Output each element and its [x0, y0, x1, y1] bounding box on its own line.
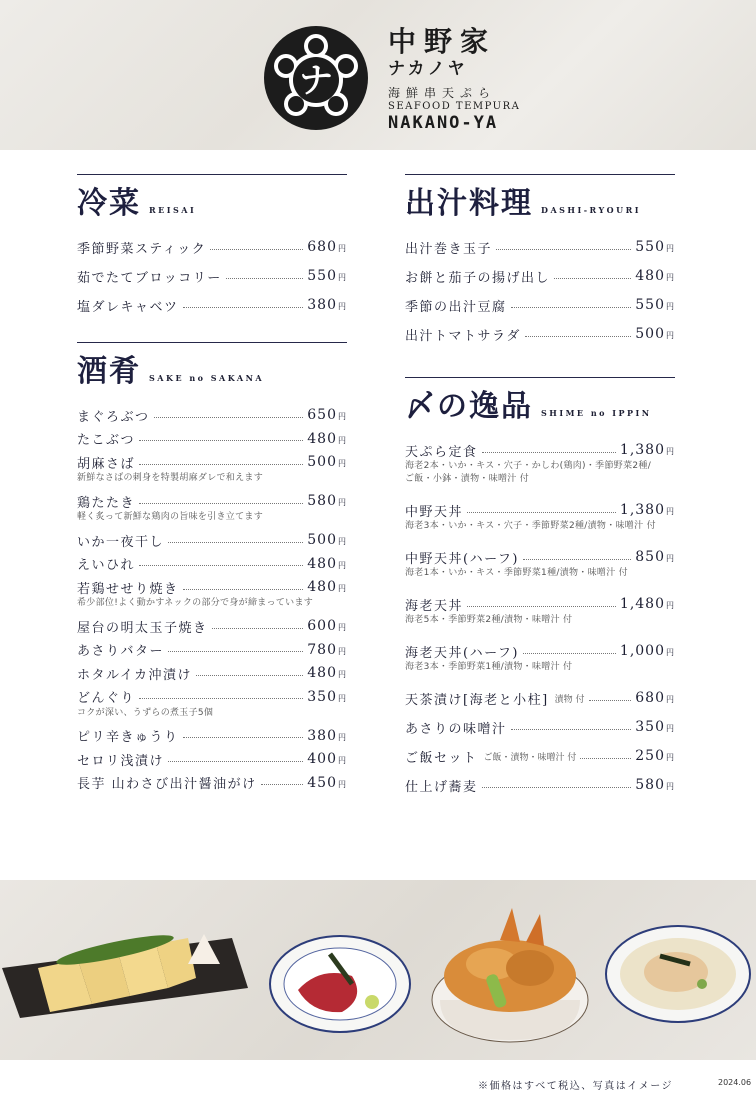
dot-leader — [589, 700, 632, 701]
yen-unit: 円 — [338, 670, 347, 679]
menu-item-price — [307, 431, 347, 447]
menu-item-row — [77, 726, 347, 746]
dot-leader — [511, 729, 632, 730]
menu-item-price — [635, 690, 675, 706]
dot-leader — [511, 307, 632, 308]
menu-item-description: 新鮮なさばの刺身を特製胡麻ダレで和えます — [77, 473, 264, 483]
dot-leader — [154, 417, 304, 418]
price-value: 450 — [307, 774, 337, 791]
menu-item-price — [635, 239, 675, 255]
menu-item-name: 塩ダレキャベツ — [77, 299, 179, 315]
menu-body — [0, 150, 756, 880]
dot-leader — [554, 278, 631, 279]
yen-unit: 円 — [338, 244, 347, 253]
menu-item-name: 出汁トマトサラダ — [405, 328, 521, 344]
menu-item-row — [405, 547, 675, 567]
menu-item-description: 希少部位!よく動かすネックの部分で身が締まっています — [77, 598, 314, 608]
menu-item-price — [307, 556, 347, 572]
menu-item-price — [307, 642, 347, 658]
dot-leader — [525, 336, 631, 337]
yen-unit: 円 — [338, 435, 347, 445]
price-value: 500 — [307, 532, 337, 548]
yen-unit: 円 — [338, 412, 347, 421]
price-value: 650 — [307, 407, 337, 423]
menu-item — [405, 295, 675, 315]
menu-item-description: 軽く炙って新鮮な鶏肉の旨味を引き立てます — [77, 512, 264, 522]
menu-item-row — [405, 775, 675, 795]
menu-item — [405, 775, 675, 795]
menu-item-price — [307, 239, 347, 255]
menu-item-row — [77, 491, 347, 511]
dot-leader — [523, 559, 631, 560]
yen-unit: 円 — [666, 244, 675, 253]
price-value: 480 — [307, 579, 337, 595]
menu-item-price — [307, 532, 347, 548]
yen-unit: 円 — [338, 273, 347, 282]
price-value: 1,380 — [619, 442, 665, 458]
menu-item-price — [620, 596, 675, 612]
price-value: 380 — [307, 297, 337, 313]
price-value: 480 — [307, 665, 337, 681]
price-value: 400 — [307, 751, 337, 767]
menu-item-price — [307, 454, 347, 470]
yen-unit: 円 — [338, 732, 347, 742]
menu-item-row — [77, 405, 347, 425]
section-title: 〆の逸品 — [405, 389, 533, 424]
menu-item-name: あさりの味噌汁 — [405, 721, 507, 737]
yen-unit: 円 — [338, 756, 347, 765]
price-value: 350 — [635, 719, 665, 735]
section-header-reisai — [77, 185, 347, 223]
price-value: 380 — [307, 727, 337, 744]
menu-date: 2024.06 — [718, 1078, 752, 1087]
logo-character: ナ — [299, 61, 333, 101]
menu-item-name: たこぶつ — [77, 433, 136, 448]
dot-leader — [139, 464, 303, 465]
menu-item-price — [307, 751, 347, 767]
menu-item — [405, 641, 675, 674]
menu-item-price — [635, 326, 675, 342]
yen-unit: 円 — [338, 693, 347, 703]
menu-item-row — [77, 429, 347, 449]
menu-item — [77, 726, 347, 746]
section-divider — [77, 174, 347, 175]
dot-leader — [210, 249, 303, 250]
section-title: 出汁料理 — [405, 186, 533, 221]
dot-leader — [139, 503, 303, 504]
menu-item-price — [620, 643, 675, 659]
price-value: 780 — [307, 641, 337, 658]
dot-leader — [139, 565, 303, 566]
left-column — [77, 174, 347, 796]
menu-item-description: コクが深い、うずらの煮玉子5個 — [77, 707, 214, 718]
menu-item — [77, 429, 347, 449]
menu-item-name: まぐろぶつ — [77, 409, 150, 425]
yen-unit: 円 — [338, 584, 347, 593]
menu-item-name: 季節野菜スティック — [77, 241, 207, 257]
menu-item-name: 屋台の明太玉子焼き — [77, 620, 208, 636]
menu-item-name: 季節の出汁豆腐 — [405, 299, 507, 315]
menu-item-row — [405, 237, 675, 257]
menu-item-name: ご飯セット — [405, 750, 478, 766]
menu-item-row — [77, 749, 347, 769]
menu-item-price — [307, 579, 347, 595]
menu-item-price — [307, 775, 347, 791]
dot-leader — [183, 307, 304, 308]
menu-item-row — [77, 266, 347, 286]
menu-item — [77, 405, 347, 425]
dot-leader — [580, 758, 631, 759]
menu-item-name: えいひれ — [77, 558, 136, 573]
menu-item-price — [635, 748, 675, 764]
yen-unit: 円 — [666, 601, 675, 610]
menu-item-name: お餅と茄子の揚げ出し — [405, 270, 551, 286]
yen-unit: 円 — [666, 331, 675, 340]
menu-item-name: 胡麻さば — [77, 456, 136, 472]
menu-item — [405, 500, 675, 533]
menu-item-price — [620, 442, 675, 458]
menu-item-name: どんぐり — [77, 691, 136, 706]
menu-item — [405, 746, 675, 766]
menu-item-row — [405, 500, 675, 520]
menu-item — [77, 530, 347, 550]
menu-item — [405, 547, 675, 580]
dot-leader — [183, 737, 304, 738]
section-title-en: DASHI-RYOURI — [541, 205, 641, 215]
brand-name-jp: 中野家 — [388, 25, 497, 58]
menu-item-price — [307, 268, 347, 284]
yen-unit: 円 — [666, 273, 675, 282]
menu-item-name: 天ぷら定食 — [405, 444, 478, 460]
menu-item-name: セロリ浅漬け — [77, 753, 165, 769]
price-value: 500 — [307, 454, 337, 470]
menu-item-row — [77, 687, 347, 707]
yen-unit: 円 — [666, 507, 675, 516]
price-value: 350 — [307, 688, 337, 705]
yen-unit: 円 — [666, 695, 675, 704]
brand-block — [388, 26, 568, 133]
yen-unit: 円 — [666, 648, 675, 657]
yen-unit: 円 — [338, 646, 347, 656]
section-header-dashi-ryouri — [405, 185, 675, 223]
section-divider — [405, 377, 675, 378]
menu-item-row — [405, 440, 675, 460]
reisai-item-list — [77, 237, 347, 315]
menu-item-price — [620, 502, 675, 518]
yen-unit: 円 — [338, 779, 347, 789]
section-header-shime-no-ippin — [405, 388, 675, 426]
price-value: 550 — [635, 239, 665, 255]
dot-leader — [467, 606, 616, 607]
menu-header — [0, 0, 756, 150]
price-value: 1,480 — [619, 596, 665, 612]
menu-item — [77, 577, 347, 610]
menu-item — [77, 554, 347, 574]
menu-item-price — [307, 689, 347, 705]
price-value: 850 — [635, 549, 665, 565]
section-divider — [405, 174, 675, 175]
menu-item — [77, 266, 347, 286]
menu-item-price — [635, 268, 675, 284]
menu-item — [77, 687, 347, 720]
yen-unit: 円 — [666, 302, 675, 311]
section-title: 酒肴 — [77, 354, 141, 389]
yen-unit: 円 — [666, 554, 675, 563]
dot-leader — [183, 589, 304, 590]
menu-item-name: 海老天丼(ハーフ) — [405, 645, 519, 661]
section-title-en: SHIME no IPPIN — [541, 408, 652, 418]
menu-item-name: 中野天丼 — [405, 504, 464, 520]
dot-leader — [168, 761, 303, 762]
menu-item-description: 海老3本・いか・キス・穴子・季節野菜2種/漬物・味噌汁 付 — [405, 521, 656, 531]
ochazuke-bowl-photo — [606, 926, 750, 1022]
menu-item-row — [77, 530, 347, 550]
section-title-en: REISAI — [149, 205, 197, 215]
menu-item-price — [307, 728, 347, 744]
menu-item-description: ご飯・小鉢・漬物・味噌汁 付 — [405, 474, 530, 484]
yen-unit: 円 — [338, 560, 347, 570]
tamagoyaki-photo — [2, 930, 248, 1018]
menu-item-description: 海老3本・季節野菜1種/漬物・味噌汁 付 — [405, 662, 573, 672]
price-value: 1,000 — [619, 643, 665, 659]
menu-item-price — [635, 777, 675, 793]
menu-item-row — [77, 577, 347, 597]
menu-item — [77, 452, 347, 485]
menu-item-price — [307, 407, 347, 423]
dot-leader — [212, 628, 304, 629]
menu-item — [77, 640, 347, 660]
yen-unit: 円 — [338, 623, 347, 632]
tax-note: ※価格はすべて税込、写真はイメージ — [478, 1081, 673, 1092]
price-value: 250 — [635, 748, 665, 764]
menu-item-row — [77, 237, 347, 257]
dot-leader — [168, 542, 303, 543]
price-value: 600 — [307, 618, 337, 634]
dot-leader — [139, 698, 303, 699]
menu-item-row — [77, 663, 347, 683]
menu-item-price — [635, 297, 675, 313]
dot-leader — [196, 675, 303, 676]
menu-item-row — [77, 452, 347, 472]
price-value: 680 — [635, 690, 665, 706]
menu-item — [77, 491, 347, 524]
brand-name-kana: ナカノヤ — [388, 59, 468, 79]
yen-unit: 円 — [666, 753, 675, 762]
menu-item-description: 海老1本・いか・キス・季節野菜1種/漬物・味噌汁 付 — [405, 568, 628, 578]
dot-leader — [496, 249, 631, 250]
menu-item-row — [405, 641, 675, 661]
menu-item — [405, 717, 675, 737]
menu-item — [405, 594, 675, 627]
food-photo-strip — [0, 880, 756, 1060]
dot-leader — [482, 452, 616, 453]
menu-item-name: あさりバター — [77, 644, 165, 659]
dot-leader — [139, 440, 303, 441]
yen-unit: 円 — [666, 447, 675, 456]
menu-item-name: 長芋 山わさび出汁醤油がけ — [77, 777, 257, 792]
menu-footer — [0, 1060, 756, 1102]
menu-item-row — [77, 295, 347, 315]
menu-item — [405, 440, 675, 486]
yen-unit: 円 — [666, 782, 675, 791]
menu-item — [77, 663, 347, 683]
price-value: 480 — [307, 430, 337, 447]
menu-item — [77, 295, 347, 315]
shime-no-ippin-item-list — [405, 440, 675, 795]
menu-item — [77, 237, 347, 257]
menu-item-row — [405, 594, 675, 614]
menu-item-note: ご飯・漬物・味噌汁 付 — [483, 752, 577, 763]
price-value: 680 — [307, 239, 337, 255]
maguro-bowl-photo — [270, 936, 410, 1032]
yen-unit: 円 — [338, 302, 347, 311]
brand-name-en: NAKANO-YA — [388, 113, 499, 133]
menu-item-name: 鶏たたき — [77, 495, 136, 511]
tendon-bowl-photo — [432, 908, 588, 1042]
section-header-sake-no-sakana — [77, 353, 347, 391]
menu-item — [405, 324, 675, 344]
price-value: 480 — [307, 555, 337, 572]
menu-item-row — [77, 773, 347, 793]
menu-item-name: ホタルイカ沖漬け — [77, 667, 192, 683]
menu-item-name: 仕上げ蕎麦 — [405, 779, 478, 795]
menu-item — [77, 749, 347, 769]
dot-leader — [467, 512, 616, 513]
menu-item — [405, 688, 675, 708]
menu-item-description: 海老5本・季節野菜2種/漬物・味噌汁 付 — [405, 615, 573, 625]
menu-item-name: 茹でたてブロッコリー — [77, 270, 222, 286]
menu-item-name: ピリ辛きゅうり — [77, 730, 179, 745]
menu-item-name: いか一夜干し — [77, 534, 165, 550]
dot-leader — [482, 787, 632, 788]
menu-item-price — [307, 665, 347, 681]
menu-item-name: 若鶏せせり焼き — [77, 581, 179, 597]
yen-unit: 円 — [338, 459, 347, 468]
dot-leader — [523, 653, 616, 654]
menu-item — [77, 616, 347, 636]
dot-leader — [261, 784, 304, 785]
menu-item-note: 漬物 付 — [554, 694, 585, 705]
menu-item-row — [405, 746, 675, 766]
menu-item — [405, 266, 675, 286]
section-title-en: SAKE no SAKANA — [149, 373, 265, 383]
menu-item-price — [307, 297, 347, 313]
menu-item-row — [405, 324, 675, 344]
section-divider — [77, 342, 347, 343]
menu-item-name: 出汁巻き玉子 — [405, 241, 493, 257]
menu-item-price — [307, 618, 347, 634]
menu-item — [77, 773, 347, 793]
menu-item-name: 天茶漬け[海老と小柱] — [405, 692, 549, 708]
menu-item-price — [635, 549, 675, 565]
menu-item-description: 海老2本・いか・キス・穴子・かしわ(鶏肉)・季節野菜2種/ — [405, 461, 652, 471]
menu-item-row — [77, 616, 347, 636]
price-value: 1,380 — [619, 502, 665, 518]
dot-leader — [168, 651, 303, 652]
section-title: 冷菜 — [77, 186, 141, 221]
nakanoya-crest-logo — [258, 20, 374, 136]
price-value: 580 — [307, 493, 337, 509]
yen-unit: 円 — [666, 724, 675, 733]
menu-item-row — [405, 295, 675, 315]
menu-item-name: 海老天丼 — [405, 598, 464, 614]
brand-tagline-en: SEAFOOD TEMPURA — [388, 101, 521, 112]
price-value: 580 — [635, 777, 665, 793]
price-value: 550 — [635, 297, 665, 313]
menu-item-name: 中野天丼(ハーフ) — [405, 551, 519, 567]
price-value: 480 — [635, 268, 665, 284]
yen-unit: 円 — [338, 537, 347, 546]
menu-item-price — [635, 719, 675, 735]
dashi-ryouri-item-list — [405, 237, 675, 344]
menu-item-row — [405, 688, 675, 708]
menu-item — [405, 237, 675, 257]
dot-leader — [226, 278, 304, 279]
price-value: 550 — [307, 268, 337, 284]
yen-unit: 円 — [338, 498, 347, 507]
menu-item-price — [307, 493, 347, 509]
right-column — [405, 174, 675, 804]
sake-no-sakana-item-list — [77, 405, 347, 793]
menu-item-row — [77, 554, 347, 574]
price-value: 500 — [635, 326, 665, 342]
menu-item-row — [405, 717, 675, 737]
menu-item-row — [77, 640, 347, 660]
brand-tagline-jp: 海鮮串天ぷら — [388, 86, 497, 100]
menu-item-row — [405, 266, 675, 286]
